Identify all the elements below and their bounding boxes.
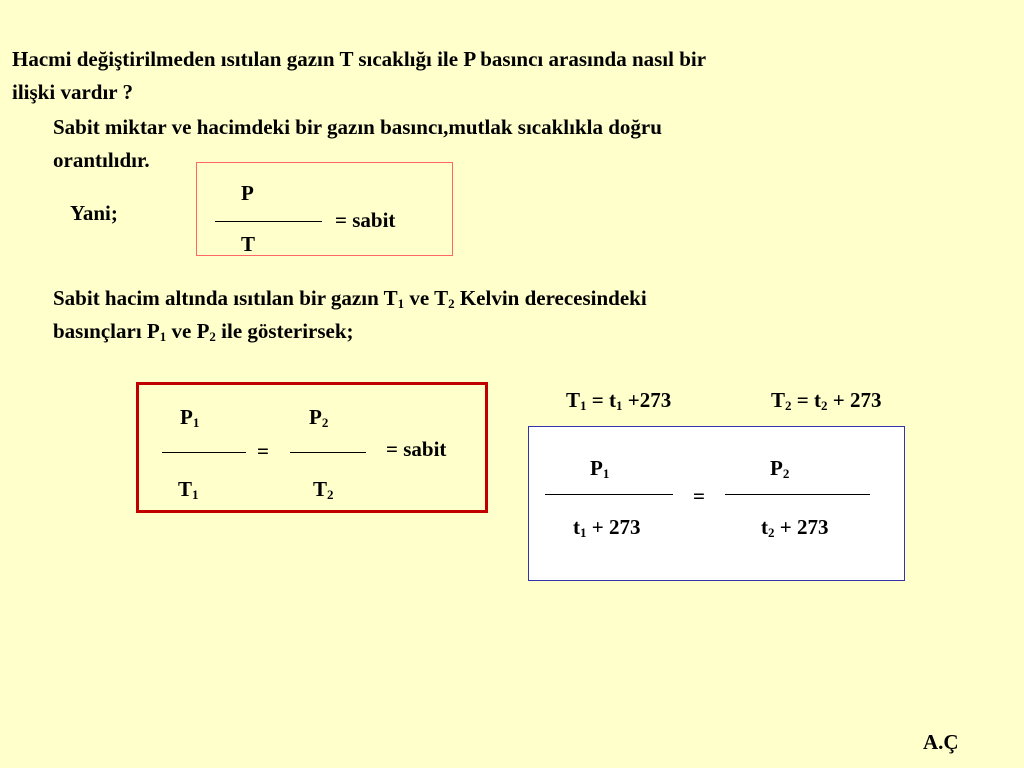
explanation-line-2: basınçları $P_1$ ve $P_2$ ile gösterirsek; bbox=[53, 319, 354, 344]
question-line-1: Hacmi değiştirilmeden ısıtılan gazın T sıcaklığı ile P basıncı arasında nasıl bir bbox=[12, 47, 707, 71]
question-line-2: ilişki vardır ? bbox=[12, 80, 133, 104]
formula3-bar-left bbox=[545, 494, 673, 495]
formula3-bar-right bbox=[725, 494, 870, 495]
formula2-p2: $P_2$ bbox=[309, 405, 329, 430]
author-initials: A.Ç bbox=[923, 730, 959, 754]
formula-box-pt bbox=[196, 162, 453, 256]
formula-box-celsius bbox=[528, 426, 905, 581]
formula1-fraction-bar bbox=[215, 221, 322, 222]
yani-label: Yani; bbox=[70, 201, 118, 225]
formula1-denominator: T bbox=[241, 232, 256, 256]
formula1-numerator: P bbox=[241, 181, 254, 205]
formula3-equals: = bbox=[693, 484, 705, 508]
formula2-equals: = bbox=[257, 439, 269, 463]
formula2-p1: $P_1$ bbox=[180, 405, 200, 430]
conversion-t2: $T_2 = t_2 + 273$ bbox=[771, 388, 882, 413]
formula3-p1: $P_1$ bbox=[590, 456, 610, 481]
conversion-t1: $T_1 = t_1 +273$ bbox=[566, 388, 672, 413]
formula2-t2: $T_2$ bbox=[313, 477, 334, 502]
formula2-t1: $T_1$ bbox=[178, 477, 199, 502]
formula1-equals: = sabit bbox=[335, 208, 396, 232]
statement-line-2: orantılıdır. bbox=[53, 148, 150, 172]
explanation-line-1: Sabit hacim altında ısıtılan bir gazın $T_1$ ve $T_2$ Kelvin derecesindeki bbox=[53, 286, 647, 311]
formula2-sabit: = sabit bbox=[386, 437, 447, 461]
statement-line-1: Sabit miktar ve hacimdeki bir gazın basıncı,mutlak sıcaklıkla doğru bbox=[53, 115, 662, 139]
formula3-t2-expr: $t_2 + 273$ bbox=[761, 515, 829, 540]
formula3-t1-expr: $t_1 + 273$ bbox=[573, 515, 641, 540]
formula2-bar-left bbox=[162, 452, 246, 453]
formula2-bar-right bbox=[290, 452, 366, 453]
formula3-p2: $P_2$ bbox=[770, 456, 790, 481]
